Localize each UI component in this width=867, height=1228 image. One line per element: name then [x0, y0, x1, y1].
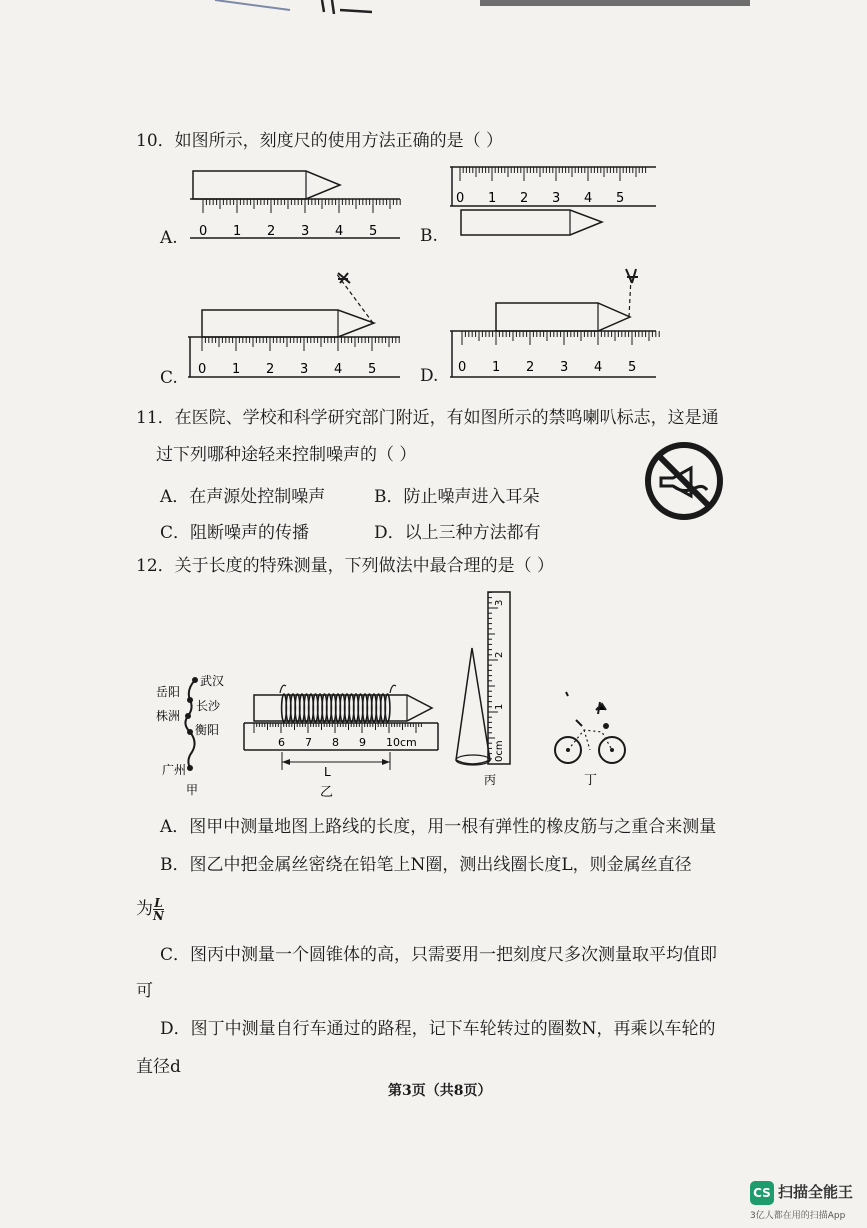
q10-option-a: A.: [160, 228, 178, 248]
ruler-tick-label: 2: [266, 362, 275, 377]
ruler-tick-label: 3: [560, 360, 569, 375]
q11-stem-line1: 11．在医院、学校和科学研究部门附近，有如图所示的禁鸣喇叭标志，这是通: [136, 408, 719, 428]
ruler-tick-label: 8: [332, 736, 339, 749]
ruler-tick-label: 3: [552, 191, 561, 206]
map-label-wuhan: 武汉: [200, 674, 225, 688]
ruler-tick-label: 6: [278, 736, 285, 749]
fig-label-bing: 丙: [484, 773, 497, 787]
ruler-tick-label: 9: [359, 736, 366, 749]
q11-option-c: C．阻断噪声的传播: [160, 523, 310, 543]
q12-option-d-line1: D．图丁中测量自行车通过的路程，记下车轮转过的圈数N，再乘以车轮的: [160, 1019, 716, 1039]
ruler-tick-label: 2: [267, 224, 276, 239]
q10-option-b: B.: [420, 226, 438, 246]
q10-figure-b: [450, 164, 665, 242]
q12-figure-bing-cone: [448, 588, 528, 788]
option-b-prefix: 为: [136, 899, 153, 919]
ruler-tick-label: 0: [456, 191, 465, 206]
ruler-tick-label: 5: [616, 191, 625, 206]
ruler-tick-label: 3: [300, 362, 309, 377]
q12-option-a: A．图甲中测量地图上路线的长度，用一根有弹性的橡皮筋与之重合来测量: [160, 817, 717, 837]
ruler-tick-label: 1: [492, 360, 501, 375]
fraction-numerator: L: [154, 896, 163, 910]
ruler-tick-label: 7: [305, 736, 312, 749]
q12-figure-jia-map: [150, 668, 240, 798]
ruler-tick-label: 3: [301, 224, 310, 239]
q12-figure-yi-coil: [242, 680, 442, 800]
fraction-denominator: N: [153, 909, 164, 923]
ruler-tick-label: 10cm: [386, 736, 417, 749]
ruler-tick-label: 1: [232, 362, 241, 377]
page-footer: 第3页（共8页）: [388, 1083, 492, 1099]
q11-option-d: D．以上三种方法都有: [374, 523, 541, 543]
q10-option-d: D.: [420, 366, 439, 386]
q10-figure-c: [188, 265, 408, 383]
map-label-yueyang: 岳阳: [156, 685, 181, 699]
q11-stem-line2: 过下列哪种途轻来控制噪声的（ ）: [156, 445, 417, 465]
map-label-guangzhou: 广州: [162, 763, 187, 777]
scan-edge-artifact: [0, 0, 867, 14]
camscanner-name: 扫描全能王: [778, 1183, 854, 1201]
ruler-tick-label: 0cm: [494, 740, 505, 762]
ruler-tick-label: 3: [494, 599, 505, 606]
q12-option-c-line1: C．图丙中测量一个圆锥体的高，只需要用一把刻度尺多次测量取平均值即: [160, 945, 718, 965]
ruler-tick-label: 1: [233, 224, 242, 239]
length-label: L: [324, 765, 331, 779]
camscanner-logo-icon: CS: [750, 1181, 774, 1205]
ruler-tick-label: 0: [198, 362, 207, 377]
ruler-tick-label: 4: [335, 224, 344, 239]
ruler-tick-label: 4: [334, 362, 343, 377]
camscanner-tagline: 3亿人都在用的扫描App: [750, 1211, 846, 1221]
ruler-tick-label: 0: [199, 224, 208, 239]
ruler-tick-label: 5: [368, 362, 377, 377]
q11-option-a: A．在声源处控制噪声: [160, 487, 326, 507]
q12-option-b-line1: B．图乙中把金属丝密绕在铅笔上N圈，测出线圈长度L，则金属丝直径: [160, 855, 692, 875]
map-label-zhuzhou: 株洲: [156, 709, 181, 723]
q11-option-b: B．防止噪声进入耳朵: [374, 487, 540, 507]
ruler-tick-label: 5: [628, 360, 637, 375]
q12-option-b-line2: [136, 894, 164, 922]
ruler-tick-label: 2: [526, 360, 535, 375]
ruler-tick-label: 4: [594, 360, 603, 375]
coil-turn: [385, 694, 390, 722]
q10-figure-a: [190, 165, 405, 245]
ruler-tick-label: 1: [488, 191, 497, 206]
ruler-tick-label: 4: [584, 191, 593, 206]
ruler-tick-label: 2: [494, 651, 505, 658]
ruler-tick-label: 1: [494, 703, 505, 710]
q12-option-d-line2: 直径d: [136, 1057, 181, 1077]
fraction-l-over-n: [153, 897, 164, 922]
fig-label-yi: 乙: [320, 785, 334, 800]
q12-figure-ding-bicycle: [546, 680, 636, 790]
ruler-tick-label: 2: [520, 191, 529, 206]
q10-stem: 10．如图所示，刻度尺的使用方法正确的是（ ）: [136, 131, 504, 151]
q12-option-c-line2: 可: [136, 981, 153, 1001]
map-label-hengyang: 衡阳: [195, 723, 220, 737]
map-label-changsha: 长沙: [196, 699, 221, 713]
q10-option-c: C.: [160, 368, 178, 388]
q10-figure-d: [450, 265, 665, 383]
fig-label-ding: 丁: [584, 773, 598, 788]
no-horn-sign-icon: [643, 440, 725, 522]
q12-stem: 12．关于长度的特殊测量，下列做法中最合理的是（ ）: [136, 556, 555, 576]
ruler-tick-label: 0: [458, 360, 467, 375]
fig-label-jia: 甲: [186, 783, 199, 797]
ruler-tick-label: 5: [369, 224, 378, 239]
